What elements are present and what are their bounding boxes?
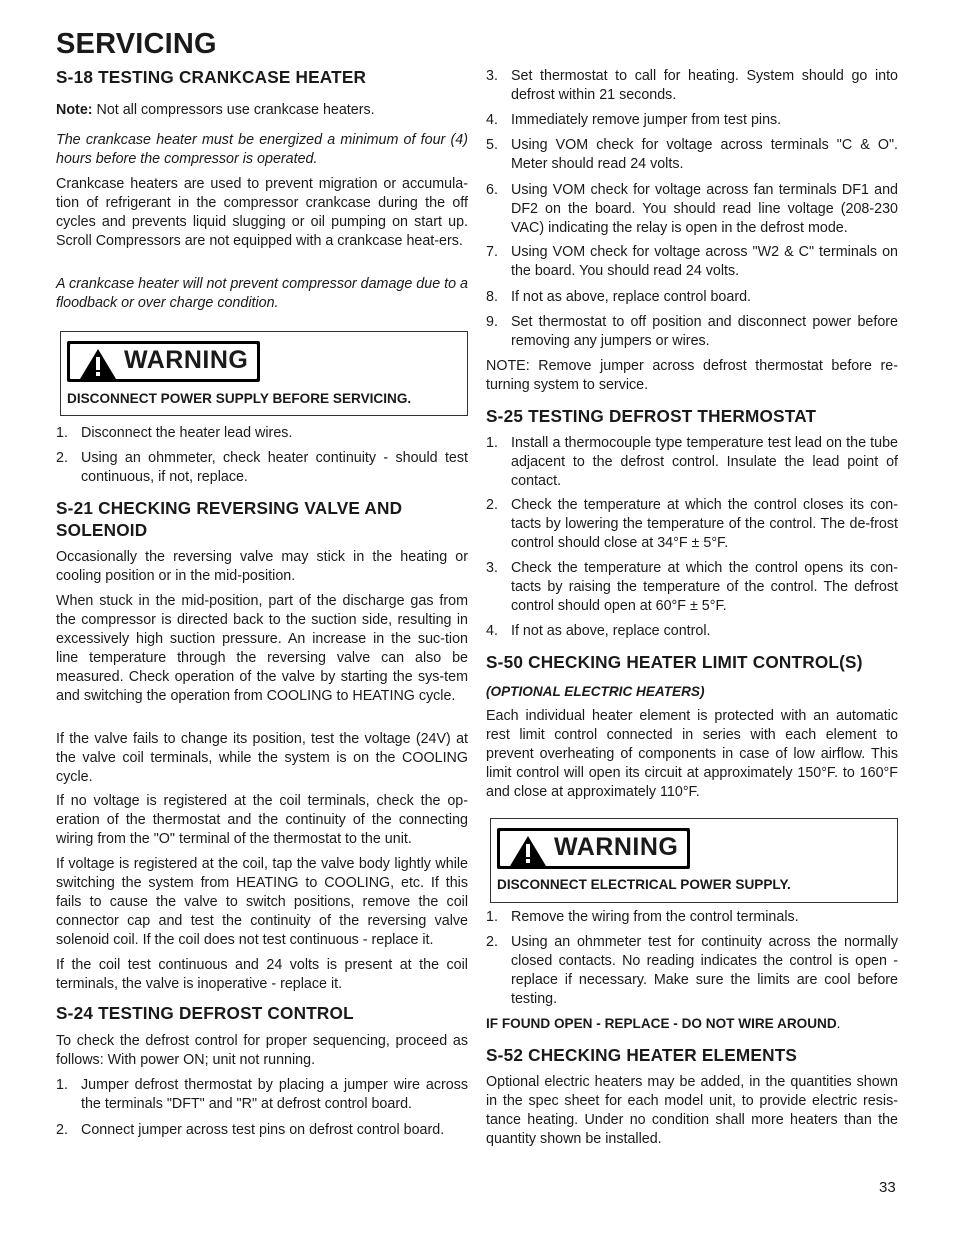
s21-paragraph: When stuck in the mid-position, part of the discharge gas from the compressor is directed back to the suction side, resulting in excessively high suction pressure. An increase in the suc-tion line temperature through the reversing valve can also be measured. Check operation of the valve by starting the sys-tem and switching the operation from COOLING to HEATING cycle.	[56, 593, 468, 704]
list-item: 2. Using an ohmmeter test for continuity across the normally closed contacts. No reading indicates the control is open - replace if necessary. Make sure the limits are cool before testing.	[486, 934, 898, 1007]
page-title: SERVICING	[56, 28, 217, 60]
s21-paragraph: If no voltage is registered at the coil terminals, check the op-eration of the thermostat and the continuity of the connecting wiring from the "O" terminal of the thermostat to the unit.	[56, 793, 468, 847]
list-item: 2. Using an ohmmeter, check heater continuity - should test continuous, if not, replace.	[56, 450, 468, 485]
list-item: 2. Connect jumper across test pins on defrost control board.	[56, 1122, 445, 1138]
note-text: Not all compressors use crankcase heaters.	[92, 102, 375, 118]
s21-paragraph: If the valve fails to change its position, test the voltage (24V) at the valve coil terminals, while the system is on the COOLING cycle.	[56, 731, 468, 785]
warning-triangle-icon	[79, 348, 117, 380]
s52-paragraph: Optional electric heaters may be added, in the quantities shown in the spec sheet for each model unit, to provide electric resis-tance heating. Under no condition shall more heaters than the quantity shown be installed.	[486, 1074, 898, 1147]
warning-text: DISCONNECT ELECTRICAL POWER SUPPLY.	[497, 877, 791, 892]
list-item: 5. Using VOM check for voltage across terminals "C & O". Meter should read 24 volts.	[486, 137, 898, 172]
warning-badge	[67, 341, 260, 382]
s25-heading: S-25 TESTING DEFROST THERMOSTAT	[486, 406, 817, 426]
s18-note	[56, 101, 468, 120]
page-number: 33	[879, 1179, 896, 1196]
note-label: Note:	[56, 102, 93, 118]
s24-heading: S-24 TESTING DEFROST CONTROL	[56, 1003, 354, 1023]
s21-heading: S-21 CHECKING REVERSING VALVE AND SOLENOID	[56, 498, 403, 540]
list-item: 3. Set thermostat to call for heating. System should go into defrost within 21 seconds.	[486, 68, 898, 103]
s18-warning-box	[60, 331, 468, 416]
s18-italic-warning-1: The crankcase heater must be energized a minimum of four (4) hours before the compressor is operated.	[56, 132, 468, 167]
s24-note: NOTE: Remove jumper across defrost thermostat before re-turning system to service.	[486, 358, 898, 393]
list-item: 8. If not as above, replace control board.	[486, 289, 752, 305]
list-item: 4. If not as above, replace control.	[486, 623, 711, 639]
s50-warning-box	[490, 818, 898, 903]
list-item: 7. Using VOM check for voltage across "W2 & C" terminals on the board. You should read 24 volts.	[486, 244, 898, 279]
list-item: 3. Check the temperature at which the control opens its con-tacts by raising the temperature of the control. The defrost control should open at 60°F ± 5°F.	[486, 560, 898, 614]
warning-label: WARNING	[554, 833, 679, 861]
s21-paragraph: If the coil test continuous and 24 volts is present at the coil terminals, the valve is inoperative - replace it.	[56, 957, 468, 992]
s18-heading: S-18 TESTING CRANKCASE HEATER	[56, 67, 367, 87]
list-item: 1. Disconnect the heater lead wires.	[56, 425, 293, 441]
s50-heading: S-50 CHECKING HEATER LIMIT CONTROL(S)	[486, 652, 863, 672]
warning-text: DISCONNECT POWER SUPPLY BEFORE SERVICING.	[67, 391, 412, 406]
s50-paragraph: Each individual heater element is protected with an automatic rest limit control connected in series with each element to prevent overheating of components in case of low airflow. This limit control will open its circuit at approximately 150°F. to 160°F and close at approximately 110°F.	[486, 708, 898, 800]
s50-subheading: (OPTIONAL ELECTRIC HEATERS)	[486, 684, 705, 699]
s18-paragraph: Crankcase heaters are used to prevent migration or accumula-tion of refrigerant in the compressor crankcase during the off cycles and prevents liquid slugging or oil pumping on start up. Scroll Compressors are not equipped with a crankcase heat-ers.	[56, 176, 468, 249]
list-item: 9. Set thermostat to off position and disconnect power before removing any jumpers or wires.	[486, 314, 898, 349]
list-item: 2. Check the temperature at which the control closes its con-tacts by lowering the temperature of the control. The de-frost control should close at 34°F ± 5°F.	[486, 497, 898, 551]
warning-triangle-icon	[509, 835, 547, 867]
list-item: 1. Install a thermocouple type temperature test lead on the tube adjacent to the defrost control. Insulate the lead point of contact.	[486, 435, 898, 489]
s18-italic-warning-2: A crankcase heater will not prevent compressor damage due to a floodback or over charge condition.	[56, 276, 468, 311]
s21-paragraph: Occasionally the reversing valve may stick in the heating or cooling position or in the mid-position.	[56, 549, 468, 584]
s24-intro: To check the defrost control for proper sequencing, proceed as follows: With power ON; unit not running.	[56, 1033, 468, 1068]
list-item: 1. Jumper defrost thermostat by placing a jumper wire across the terminals "DFT" and "R" at defrost control board.	[56, 1077, 468, 1112]
s50-caps-note: IF FOUND OPEN - REPLACE - DO NOT WIRE AROUND.	[486, 1016, 841, 1031]
warning-label: WARNING	[124, 346, 249, 374]
s52-heading: S-52 CHECKING HEATER ELEMENTS	[486, 1045, 798, 1065]
list-item: 1. Remove the wiring from the control terminals.	[486, 909, 799, 925]
warning-badge	[497, 828, 690, 869]
list-item: 6. Using VOM check for voltage across fan terminals DF1 and DF2 on the board. You should read line voltage (208-230 VAC) indicating the relay is open in the defrost mode.	[486, 182, 898, 236]
list-item: 4. Immediately remove jumper from test pins.	[486, 112, 782, 128]
s21-paragraph: If voltage is registered at the coil, tap the valve body lightly while switching the system from HEATING to COOLING, etc. If this fails to cause the valve to switch positions, remove the coil connector cap and test the continuity of the reversing valve solenoid coil. If the coil does not test continuous - replace it.	[56, 856, 468, 948]
